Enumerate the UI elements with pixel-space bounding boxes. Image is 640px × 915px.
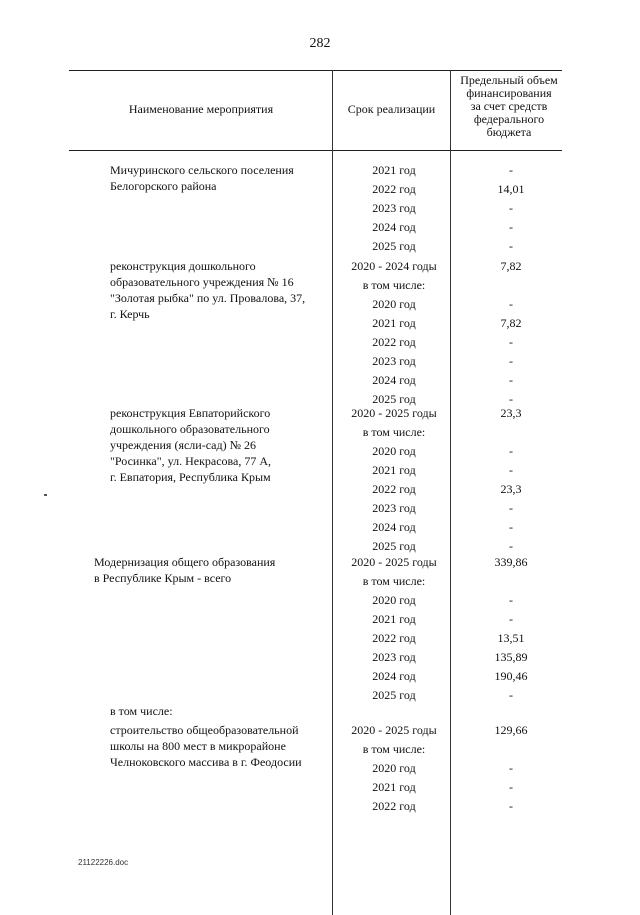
header-amount-column bbox=[451, 74, 567, 139]
period-cell: 2021 год bbox=[372, 612, 416, 626]
amount-cell: - bbox=[509, 163, 513, 177]
column-divider-1 bbox=[332, 70, 333, 915]
period-cell: 2020 - 2025 годы bbox=[351, 555, 437, 569]
period-cell: 2020 год bbox=[372, 444, 416, 458]
activity-name-line: "Золотая рыбка" по ул. Провалова, 37, bbox=[110, 291, 306, 305]
amount-cell: - bbox=[509, 761, 513, 775]
amount-cell: - bbox=[509, 201, 513, 215]
header-amount-line: бюджета bbox=[486, 125, 532, 139]
period-cell: 2021 год bbox=[372, 163, 416, 177]
period-cell: 2024 год bbox=[372, 220, 416, 234]
activity-name-line: дошкольного образовательного bbox=[110, 422, 270, 436]
amount-cell: - bbox=[509, 354, 513, 368]
period-cell: 2020 - 2025 годы bbox=[351, 723, 437, 737]
amount-cell: - bbox=[509, 392, 513, 406]
amount-cell: 23,3 bbox=[500, 482, 522, 496]
period-cell: 2023 год bbox=[372, 501, 416, 515]
period-cell: 2022 год bbox=[372, 631, 416, 645]
amount-cell: 7,82 bbox=[500, 316, 522, 330]
amount-cell: - bbox=[509, 539, 513, 553]
period-cell: 2025 год bbox=[372, 688, 416, 702]
activity-name-line: г. Евпатория, Республика Крым bbox=[110, 470, 271, 484]
period-cell: 2023 год bbox=[372, 650, 416, 664]
header-name-column: Наименование мероприятия bbox=[128, 102, 274, 116]
period-cell: 2020 год bbox=[372, 593, 416, 607]
amount-cell: 7,82 bbox=[500, 259, 522, 273]
activity-name-line: Белогорского района bbox=[110, 179, 217, 193]
amount-cell: 190,46 bbox=[494, 669, 528, 683]
period-cell: 2022 год bbox=[372, 182, 416, 196]
period-cell: 2020 - 2024 годы bbox=[351, 259, 437, 273]
amount-cell: 23,3 bbox=[500, 406, 522, 420]
period-cell: в том числе: bbox=[362, 574, 426, 588]
amount-cell: - bbox=[509, 799, 513, 813]
page-number: 282 bbox=[309, 36, 331, 51]
amount-cell: 135,89 bbox=[494, 650, 528, 664]
activity-name-line: реконструкция дошкольного bbox=[110, 259, 256, 273]
amount-cell: 339,86 bbox=[494, 555, 528, 569]
activity-name-line: строительство общеобразовательной bbox=[110, 723, 299, 737]
amount-cell: - bbox=[509, 593, 513, 607]
period-cell: 2022 год bbox=[372, 335, 416, 349]
activity-name-line: г. Керчь bbox=[110, 307, 150, 321]
amount-cell: - bbox=[509, 444, 513, 458]
scan-speck bbox=[44, 494, 47, 496]
activity-name-line: Мичуринского сельского поселения bbox=[110, 163, 294, 177]
amount-cell: - bbox=[509, 335, 513, 349]
table-header-bottom-border bbox=[69, 150, 562, 151]
period-cell: 2020 - 2025 годы bbox=[351, 406, 437, 420]
period-cell: 2021 год bbox=[372, 463, 416, 477]
period-cell: 2021 год bbox=[372, 780, 416, 794]
amount-cell: - bbox=[509, 780, 513, 794]
period-cell: 2025 год bbox=[372, 392, 416, 406]
period-cell: 2022 год bbox=[372, 482, 416, 496]
amount-cell: - bbox=[509, 239, 513, 253]
header-period-column: Срок реализации bbox=[347, 102, 436, 116]
activity-name-line: образовательного учреждения № 16 bbox=[110, 275, 294, 289]
amount-cell: 14,01 bbox=[497, 182, 525, 196]
amount-cell: - bbox=[509, 501, 513, 515]
activity-name-line: в том числе: bbox=[110, 704, 173, 718]
header-amount-line: финансирования bbox=[466, 86, 552, 100]
amount-cell: - bbox=[509, 220, 513, 234]
period-cell: 2023 год bbox=[372, 354, 416, 368]
period-cell: в том числе: bbox=[362, 425, 426, 439]
period-cell: 2025 год bbox=[372, 539, 416, 553]
period-cell: 2024 год bbox=[372, 669, 416, 683]
header-amount-line: федерального bbox=[473, 112, 545, 126]
period-cell: 2022 год bbox=[372, 799, 416, 813]
activity-name-line: Челноковского массива в г. Феодосии bbox=[110, 755, 302, 769]
amount-cell: - bbox=[509, 297, 513, 311]
table-top-border bbox=[69, 70, 562, 71]
amount-cell: 129,66 bbox=[494, 723, 528, 737]
period-cell: 2020 год bbox=[372, 761, 416, 775]
activity-name-line: "Росинка", ул. Некрасова, 77 А, bbox=[110, 454, 272, 468]
period-cell: 2025 год bbox=[372, 239, 416, 253]
period-cell: в том числе: bbox=[362, 278, 426, 292]
amount-cell: 13,51 bbox=[497, 631, 525, 645]
activity-name-line: в Республике Крым - всего bbox=[94, 571, 232, 585]
period-cell: 2024 год bbox=[372, 520, 416, 534]
activity-name-line: реконструкция Евпаторийского bbox=[110, 406, 271, 420]
header-amount-line: за счет средств bbox=[470, 99, 548, 113]
activity-name-line: учреждения (ясли-сад) № 26 bbox=[110, 438, 257, 452]
amount-cell: - bbox=[509, 463, 513, 477]
period-cell: 2024 год bbox=[372, 373, 416, 387]
header-amount-line: Предельный объем bbox=[460, 73, 558, 87]
period-cell: в том числе: bbox=[362, 742, 426, 756]
amount-cell: - bbox=[509, 520, 513, 534]
amount-cell: - bbox=[509, 688, 513, 702]
amount-cell: - bbox=[509, 612, 513, 626]
period-cell: 2020 год bbox=[372, 297, 416, 311]
activity-name-line: Модернизация общего образования bbox=[94, 555, 276, 569]
period-cell: 2023 год bbox=[372, 201, 416, 215]
amount-cell: - bbox=[509, 373, 513, 387]
activity-name-line: школы на 800 мест в микрорайоне bbox=[110, 739, 286, 753]
period-cell: 2021 год bbox=[372, 316, 416, 330]
document-code: 21122226.doc bbox=[78, 858, 129, 867]
